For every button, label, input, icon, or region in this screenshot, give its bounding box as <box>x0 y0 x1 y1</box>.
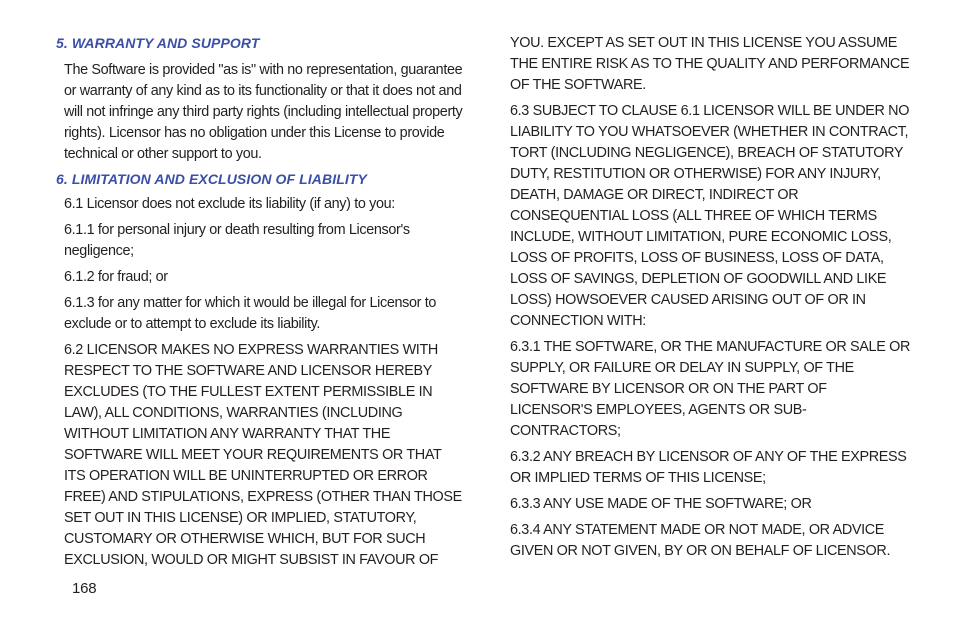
clause-6-3-3: 6.3.3 ANY USE MADE OF THE SOFTWARE; OR <box>510 496 812 512</box>
clause-6-1: 6.1 Licensor does not exclude its liability (if any) to you: <box>64 196 395 212</box>
clause-6-3: 6.3 SUBJECT TO CLAUSE 6.1 LICENSOR WILL BE UNDER NO LIABILITY TO YOU WHATSOEVER (WHETHER IN CONTRACT, TORT (INCLUDING NEGLIGENCE), BREACH OF STATUTORY DUTY, RESTITUTION OR OTHERWISE) FOR ANY INJURY, DEATH, DAMAGE OR DIRECT, INDIRECT OR CONSEQUENTIAL LOSS (ALL THREE OF WHICH TERMS INCLUDE, WITHOUT LIMITATION, PURE ECONOMIC LOSS, LOSS OF PROFITS, LOSS OF BUSINESS, LOSS OF DATA, LOSS OF SAVINGS, DEPLETION OF GOODWILL AND LIKE LOSS) HOWSOEVER CAUSED ARISING OUT OF OR IN CONNECTION WITH: <box>510 103 910 329</box>
clause-6-2-continued: YOU. EXCEPT AS SET OUT IN THIS LICENSE YOU ASSUME THE ENTIRE RISK AS TO THE QUALITY AND PERFORMANCE OF THE SOFTWARE. <box>510 35 910 93</box>
clause-6-2: 6.2 LICENSOR MAKES NO EXPRESS WARRANTIES WITH RESPECT TO THE SOFTWARE AND LICENSOR HEREBY EXCLUDES (TO THE FULLEST EXTENT PERMISSIBLE IN LAW), ALL CONDITIONS, WARRANTIES (INCLUDING WITHOUT LIMITATION ANY WARRANTY THAT THE SOFTWARE WILL MEET YOUR REQUIREMENTS OR THAT ITS OPERATION WILL BE UNINTERRUPTED OR ERROR FREE) AND STIPULATIONS, EXPRESS (OTHER THAN THOSE SET OUT IN THIS LICENSE) OR IMPLIED, STATUTORY, CUSTOMARY OR OTHERWISE WHICH, BUT FOR SUCH EXCLUSION, WOULD OR MIGHT SUBSIST IN FAVOUR OF <box>64 342 462 568</box>
clause-6-1-1: 6.1.1 for personal injury or death resulting from Licensor's negligence; <box>64 222 410 259</box>
right-column <box>510 33 910 562</box>
clause-6-3-1: 6.3.1 THE SOFTWARE, OR THE MANUFACTURE OR SALE OR SUPPLY, OR FAILURE OR DELAY IN SUPPLY, OF THE SOFTWARE BY LICENSOR OR ON THE PART OF LICENSOR'S EMPLOYEES, AGENTS OR SUB-CONTRACTORS; <box>510 339 910 439</box>
clause-6-1-2: 6.1.2 for fraud; or <box>64 269 168 285</box>
left-column <box>56 33 464 571</box>
clause-6-3-2: 6.3.2 ANY BREACH BY LICENSOR OF ANY OF THE EXPRESS OR IMPLIED TERMS OF THIS LICENSE; <box>510 449 907 486</box>
section-6-heading: 6. LIMITATION AND EXCLUSION OF LIABILITY <box>56 171 367 187</box>
page-number: 168 <box>72 580 97 597</box>
clause-6-1-3: 6.1.3 for any matter for which it would be illegal for Licensor to exclude or to attempt to exclude its liability. <box>64 295 437 332</box>
clause-6-3-4: 6.3.4 ANY STATEMENT MADE OR NOT MADE, OR ADVICE GIVEN OR NOT GIVEN, BY OR ON BEHALF OF LICENSOR. <box>510 522 891 559</box>
section-5-body: The Software is provided "as is" with no representation, guarantee or warranty of any kind as to its functionality or that it does not and will not infringe any third party rights (including intellectual property rights). Licensor has no obligation under this License to provide technical or other support to you. <box>64 62 463 162</box>
section-5-heading: 5. WARRANTY AND SUPPORT <box>56 35 260 51</box>
